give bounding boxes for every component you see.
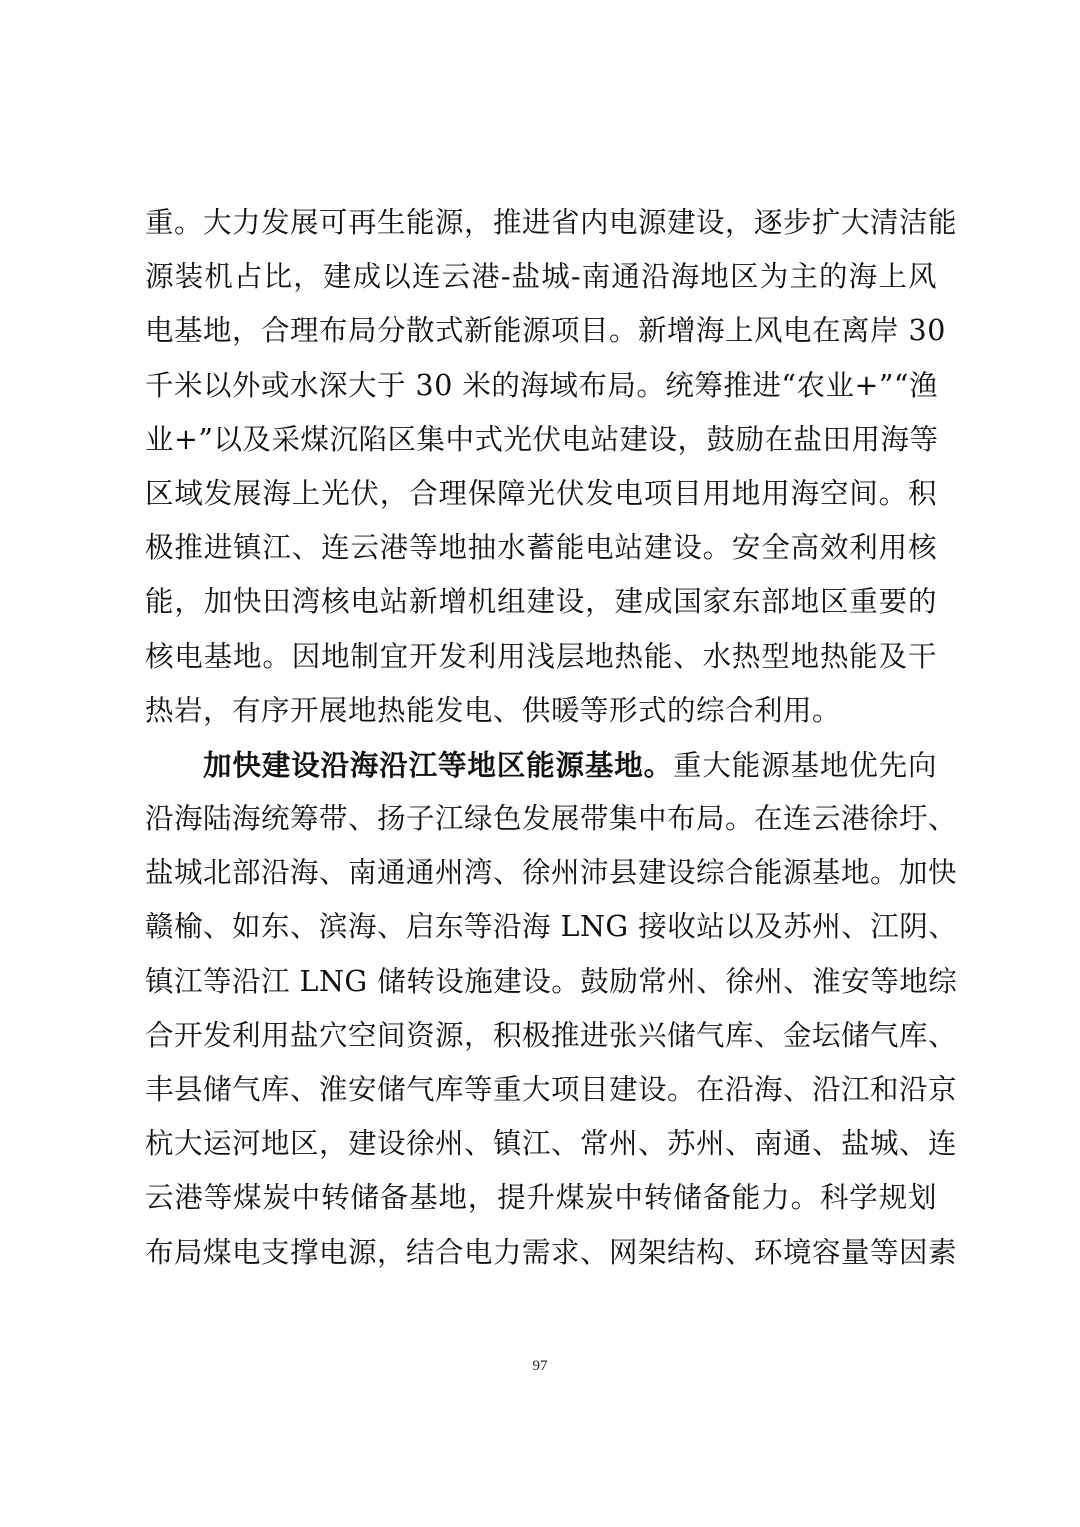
text-line: 重。大力发展可再生能源，推进省内电源建设，逐步扩大清洁能 xyxy=(145,206,958,239)
text-line: 核电基地。因地制宜开发利用浅层地热能、水热型地热能及干 xyxy=(145,639,937,673)
text-line: 布局煤电支撑电源，结合电力需求、网架结构、环境容量等因素 xyxy=(145,1235,958,1269)
paragraph-energy-bases xyxy=(145,738,958,1280)
text-line: 源装机占比，建成以连云港-盐城-南通沿海地区为主的海上风 xyxy=(145,260,937,294)
paragraph-lead-text: 重大能源基地优先向 xyxy=(672,748,937,782)
text-line: 热岩，有序开展地热能发电、供暖等形式的综合利用。 xyxy=(145,693,842,727)
text-line: 丰县储气库、淮安储气库等重大项目建设。在沿海、沿江和沿京 xyxy=(145,1073,958,1106)
text-line: 业+”以及采煤沉陷区集中式光伏电站建设，鼓励在盐田用海等 xyxy=(145,422,939,456)
text-line: 沿海陆海统筹带、扬子江绿色发展带集中布局。在连云港徐圩、 xyxy=(145,802,958,836)
text-line: 云港等煤炭中转储备基地，提升煤炭中转储备能力。科学规划 xyxy=(145,1181,937,1215)
text-line: 千米以外或水深大于 30 米的海域布局。统筹推进“农业+”“渔 xyxy=(145,368,938,402)
text-line: 极推进镇江、连云港等地抽水蓄能电站建设。安全高效利用核 xyxy=(145,531,937,565)
text-line: 赣榆、如东、滨海、启东等沿海 LNG 接收站以及苏州、江阴、 xyxy=(145,910,958,944)
text-line: 镇江等沿江 LNG 储转设施建设。鼓励常州、徐州、淮安等地综 xyxy=(145,964,958,998)
text-line: 合开发利用盐穴空间资源，积极推进张兴储气库、金坛储气库、 xyxy=(145,1018,958,1052)
text-line: 盐城北部沿海、南通通州湾、徐州沛县建设综合能源基地。加快 xyxy=(145,856,958,890)
page-number: 97 xyxy=(532,1358,548,1374)
body-text xyxy=(145,196,958,1280)
text-line: 能，加快田湾核电站新增机组建设，建成国家东部地区重要的 xyxy=(145,585,937,619)
text-line-first xyxy=(145,738,937,792)
text-line: 电基地，合理布局分散式新能源项目。新增海上风电在离岸 30 xyxy=(145,314,946,348)
text-line: 杭大运河地区，建设徐州、镇江、常州、苏州、南通、盐城、连 xyxy=(145,1127,958,1161)
text-line: 区域发展海上光伏，合理保障光伏发电项目用地用海空间。积 xyxy=(145,476,937,510)
paragraph-renewable-energy xyxy=(145,196,958,738)
paragraph-heading: 加快建设沿海沿江等地区能源基地。 xyxy=(203,747,673,782)
